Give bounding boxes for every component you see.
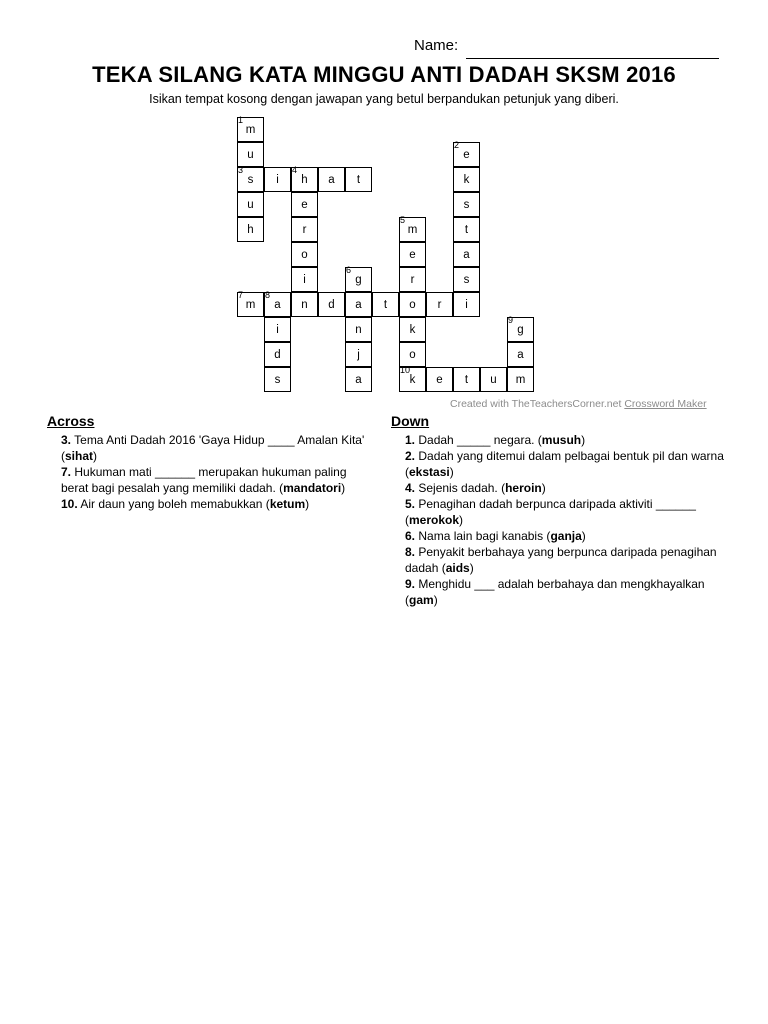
cell-letter: m — [515, 374, 526, 386]
cell-letter: r — [437, 299, 442, 311]
clue-text: Air daun yang boleh memabukkan ( — [80, 497, 270, 511]
grid-cell[interactable] — [453, 192, 480, 217]
clue-text: Dadah _____ negara. ( — [418, 433, 542, 447]
cell-letter: g — [355, 274, 362, 286]
cell-letter: o — [409, 349, 416, 361]
clue-text: Tema Anti Dadah 2016 'Gaya Hidup ____ Amalan Kita' ( — [61, 433, 365, 463]
credit-text: Created with TheTeachersCorner.net — [450, 398, 622, 410]
cell-letter: m — [407, 224, 418, 236]
clue-answer: ekstasi — [409, 465, 450, 479]
grid-cell[interactable] — [291, 267, 318, 292]
grid-cell[interactable] — [345, 267, 372, 292]
grid-cell[interactable] — [426, 367, 453, 392]
cell-letter: a — [355, 374, 362, 386]
grid-cell[interactable] — [399, 317, 426, 342]
clue-number: 3. — [61, 433, 72, 447]
grid-cell[interactable] — [237, 192, 264, 217]
grid-cell[interactable] — [264, 292, 291, 317]
clue-number: 5 — [400, 215, 406, 225]
down-heading: Down — [391, 413, 430, 429]
name-input-line[interactable] — [466, 58, 719, 59]
clue-item — [391, 528, 726, 544]
clue-end: ) — [459, 513, 464, 527]
grid-cell[interactable] — [453, 167, 480, 192]
grid-cell[interactable] — [237, 142, 264, 167]
clue-answer: mandatori — [283, 481, 342, 495]
clue-text: Penyakit berbahaya yang berpunca daripada penagihan dadah ( — [405, 545, 717, 575]
cell-letter: u — [490, 374, 497, 386]
grid-cell[interactable] — [264, 167, 291, 192]
cell-letter: j — [357, 349, 360, 361]
cell-letter: e — [409, 249, 416, 261]
cell-letter: o — [301, 249, 308, 261]
clue-text: Hukuman mati ______ merupakan hukuman paling berat bagi pesalah yang memiliki dadah. ( — [61, 465, 347, 495]
across-heading: Across — [47, 413, 95, 429]
grid-cell[interactable] — [507, 317, 534, 342]
grid-cell[interactable] — [399, 342, 426, 367]
grid-cell[interactable] — [399, 292, 426, 317]
cell-letter: s — [274, 374, 281, 386]
clue-end: ) — [541, 481, 546, 495]
clue-item — [47, 464, 367, 496]
grid-cell[interactable] — [318, 292, 345, 317]
clue-answer: gam — [409, 593, 434, 607]
clue-item — [47, 432, 367, 464]
clue-number: 2. — [405, 449, 416, 463]
clue-text: Sejenis dadah. ( — [418, 481, 506, 495]
clue-number: 7. — [61, 465, 72, 479]
cell-letter: n — [301, 299, 308, 311]
cell-letter: e — [463, 149, 470, 161]
cell-letter: a — [328, 174, 335, 186]
grid-cell[interactable] — [291, 242, 318, 267]
clue-end: ) — [449, 465, 454, 479]
clue-answer: heroin — [505, 481, 542, 495]
cell-letter: m — [245, 299, 256, 311]
cell-letter: u — [247, 199, 254, 211]
grid-cell[interactable] — [345, 342, 372, 367]
clue-answer: aids — [445, 561, 470, 575]
page-title: TEKA SILANG KATA MINGGU ANTI DADAH SKSM 2016 — [92, 62, 676, 87]
clue-answer: sihat — [65, 449, 94, 463]
clue-end: ) — [305, 497, 310, 511]
credit-line — [450, 398, 707, 410]
cell-letter: e — [301, 199, 308, 211]
cell-letter: k — [463, 174, 470, 186]
clue-number: 1. — [405, 433, 416, 447]
cell-letter: o — [409, 299, 416, 311]
cell-letter: t — [383, 299, 388, 311]
cell-letter: t — [464, 374, 469, 386]
cell-letter: i — [276, 174, 279, 186]
clue-end: ) — [581, 529, 586, 543]
grid-cell[interactable] — [318, 167, 345, 192]
grid-cell[interactable] — [453, 142, 480, 167]
clue-item — [391, 480, 726, 496]
clue-text: Dadah yang ditemui dalam pelbagai bentuk pil dan warna ( — [405, 449, 724, 479]
grid-cell[interactable] — [291, 217, 318, 242]
cell-letter: r — [302, 224, 307, 236]
cell-letter: h — [301, 174, 308, 186]
grid-cell[interactable] — [264, 367, 291, 392]
cell-letter: s — [247, 174, 254, 186]
grid-cell[interactable] — [399, 242, 426, 267]
cell-letter: a — [274, 299, 281, 311]
cell-letter: a — [355, 299, 362, 311]
down-clues — [391, 413, 726, 608]
clue-end: ) — [581, 433, 586, 447]
grid-cell[interactable] — [372, 292, 399, 317]
grid-cell[interactable] — [345, 292, 372, 317]
grid-cell[interactable] — [453, 367, 480, 392]
grid-cell[interactable] — [345, 167, 372, 192]
clue-item — [391, 576, 726, 608]
grid-cell[interactable] — [291, 192, 318, 217]
clue-number: 9 — [508, 315, 514, 325]
clue-item — [47, 496, 367, 512]
cell-letter: d — [274, 349, 281, 361]
clue-number: 1 — [238, 115, 244, 125]
clue-number: 10 — [400, 365, 411, 375]
clue-number: 6. — [405, 529, 416, 543]
grid-cell[interactable] — [453, 292, 480, 317]
cell-letter: d — [328, 299, 335, 311]
cell-letter: n — [355, 324, 362, 336]
cell-letter: a — [517, 349, 524, 361]
clue-text: Nama lain bagi kanabis ( — [418, 529, 551, 543]
instruction-text: Isikan tempat kosong dengan jawapan yang betul berpandukan petunjuk yang diberi. — [149, 92, 619, 106]
clue-item — [391, 432, 726, 448]
cell-letter: k — [409, 324, 416, 336]
grid-cell[interactable] — [426, 292, 453, 317]
clue-number: 6 — [346, 265, 352, 275]
across-clues — [47, 413, 367, 512]
clue-number: 9. — [405, 577, 416, 591]
clue-text: Menghidu ___ adalah berbahaya dan mengkhayalkan ( — [405, 577, 705, 607]
grid-cell[interactable] — [291, 167, 318, 192]
grid-cell[interactable] — [237, 217, 264, 242]
grid-cell[interactable] — [291, 292, 318, 317]
grid-cell[interactable] — [237, 117, 264, 142]
grid-cell[interactable] — [453, 217, 480, 242]
cell-letter: a — [463, 249, 470, 261]
clue-text: Penagihan dadah berpunca daripada aktiviti ______ ( — [405, 497, 696, 527]
clue-number: 8. — [405, 545, 416, 559]
cell-letter: s — [463, 199, 470, 211]
cell-letter: k — [409, 374, 416, 386]
cell-letter: e — [436, 374, 443, 386]
cell-letter: i — [276, 324, 279, 336]
grid-cell[interactable] — [237, 167, 264, 192]
clue-end: ) — [469, 561, 474, 575]
cell-letter: t — [464, 224, 469, 236]
grid-cell[interactable] — [345, 317, 372, 342]
cell-letter: s — [463, 274, 470, 286]
cell-letter: g — [517, 324, 524, 336]
cell-letter: i — [465, 299, 468, 311]
clue-number: 4. — [405, 481, 416, 495]
clue-item — [391, 448, 726, 480]
clue-number: 8 — [265, 290, 271, 300]
grid-cell[interactable] — [399, 267, 426, 292]
clue-end: ) — [93, 449, 98, 463]
clue-number: 4 — [292, 165, 298, 175]
clue-number: 7 — [238, 290, 244, 300]
grid-cell[interactable] — [507, 367, 534, 392]
grid-cell[interactable] — [399, 217, 426, 242]
grid-cell[interactable] — [345, 367, 372, 392]
grid-cell[interactable] — [507, 342, 534, 367]
clue-number: 5. — [405, 497, 416, 511]
grid-cell[interactable] — [237, 292, 264, 317]
name-label: Name: — [414, 37, 459, 54]
clue-answer: ketum — [269, 497, 306, 511]
grid-cell[interactable] — [453, 242, 480, 267]
grid-cell[interactable] — [264, 317, 291, 342]
clue-end: ) — [341, 481, 346, 495]
cell-letter: t — [356, 174, 361, 186]
grid-cell[interactable] — [453, 267, 480, 292]
cell-letter: i — [303, 274, 306, 286]
cell-letter: u — [247, 149, 254, 161]
clue-answer: musuh — [541, 433, 582, 447]
grid-cell[interactable] — [264, 342, 291, 367]
clue-item — [391, 496, 726, 528]
clue-number: 2 — [454, 140, 460, 150]
clue-number: 10. — [61, 497, 78, 511]
grid-cell[interactable] — [399, 367, 426, 392]
clue-answer: ganja — [550, 529, 582, 543]
cell-letter: r — [410, 274, 415, 286]
clue-answer: merokok — [409, 513, 460, 527]
cell-letter: h — [247, 224, 254, 236]
cell-letter: m — [245, 124, 256, 136]
clue-end: ) — [433, 593, 438, 607]
grid-cell[interactable] — [480, 367, 507, 392]
clue-number: 3 — [238, 165, 244, 175]
clue-item — [391, 544, 726, 576]
crossword-maker-link[interactable]: Crossword Maker — [624, 398, 707, 410]
